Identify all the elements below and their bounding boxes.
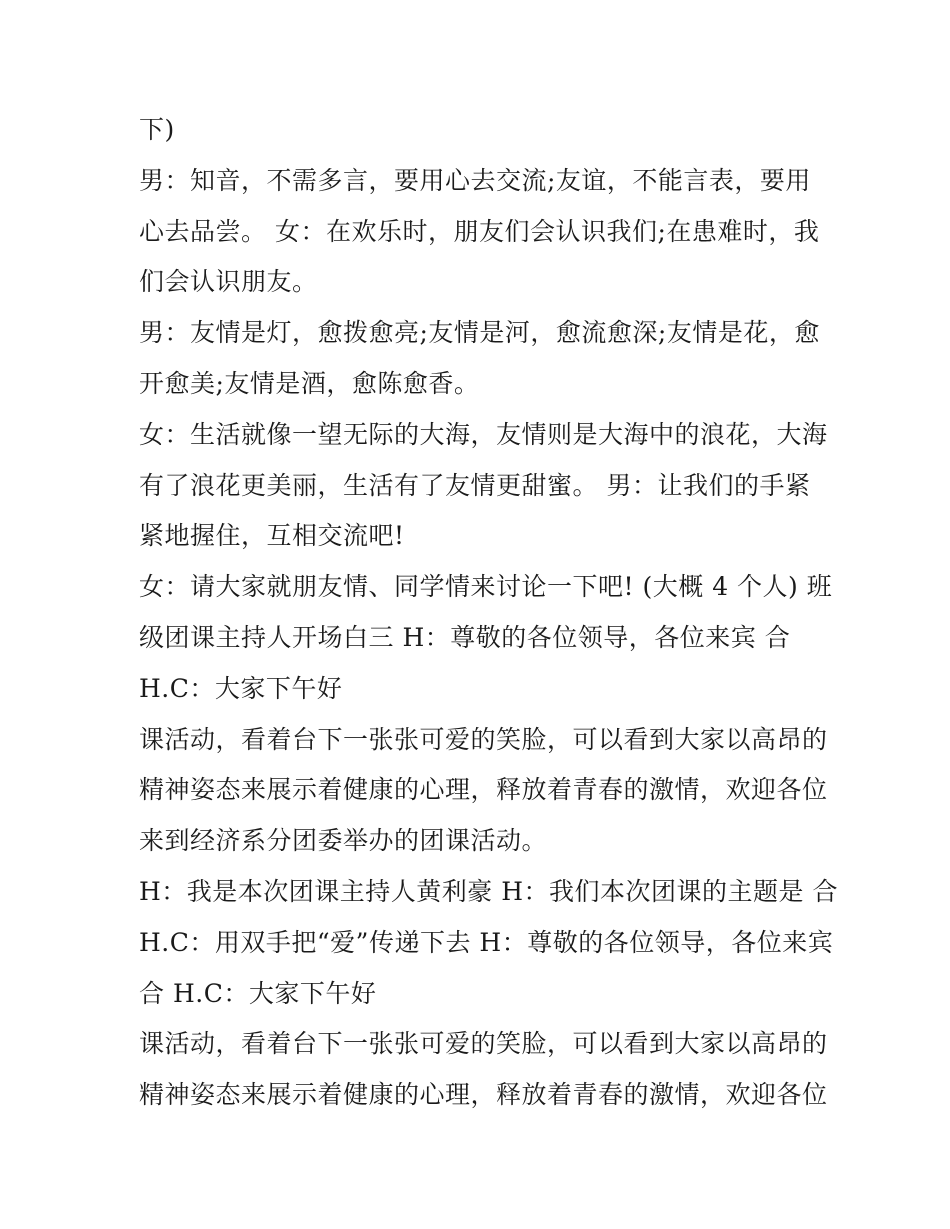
text-line: 课活动，看着台下一张张可爱的笑脸，可以看到大家以高昂的	[139, 1029, 828, 1059]
text-line: H：我是本次团课主持人黄利豪 H：我们本次团课的主题是 合	[139, 876, 838, 906]
text-line: 女：请大家就朋友情、同学情来讨论一下吧! (大概 4 个人) 班	[139, 572, 833, 602]
text-line: 们会认识朋友。	[139, 267, 318, 297]
document-body	[139, 105, 838, 1121]
text-line: 心去品尝。 女：在欢乐时，朋友们会认识我们;在患难时，我	[139, 216, 820, 246]
text-line: 男：友情是灯，愈拨愈亮;友情是河，愈流愈深;友情是花，愈	[139, 318, 820, 348]
text-line: 级团课主持人开场白三 H：尊敬的各位领导，各位来宾 合	[139, 622, 791, 652]
text-line: 男：知音，不需多言，要用心去交流;友谊，不能言表，要用	[139, 165, 811, 195]
text-line: 有了浪花更美丽，生活有了友情更甜蜜。 男：让我们的手紧	[139, 470, 811, 500]
text-line: 精神姿态来展示着健康的心理，释放着青春的激情，欢迎各位	[139, 1080, 828, 1110]
text-line: H.C：用双手把“爱”传递下去 H：尊敬的各位领导，各位来宾	[139, 927, 834, 957]
text-line: 课活动，看着台下一张张可爱的笑脸，可以看到大家以高昂的	[139, 724, 828, 754]
text-line: 合 H.C：大家下午好	[139, 978, 377, 1008]
text-line: H.C：大家下午好	[139, 673, 343, 703]
text-line: 来到经济系分团委举办的团课活动。	[139, 826, 548, 856]
text-line: 下)	[139, 115, 175, 144]
text-line: 开愈美;友情是酒，愈陈愈香。	[139, 368, 480, 398]
text-line: 精神姿态来展示着健康的心理，释放着青春的激情，欢迎各位	[139, 775, 828, 805]
text-line: 紧地握住，互相交流吧!	[139, 521, 405, 551]
text-line: 女：生活就像一望无际的大海，友情则是大海中的浪花，大海	[139, 419, 828, 449]
